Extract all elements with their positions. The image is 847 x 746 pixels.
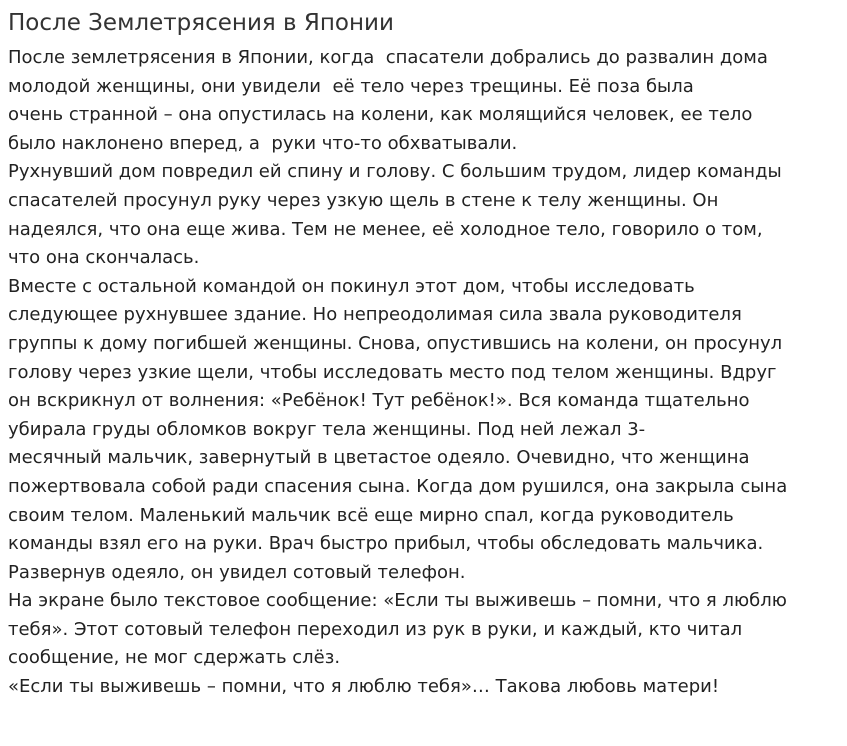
article-title: После Землетрясения в Японии [8, 10, 394, 36]
text-line: Развернув одеяло, он увидел сотовый телефон. [8, 561, 466, 583]
text-line: голову через узкие щели, чтобы исследовать место под телом женщины. Вдруг [8, 361, 777, 383]
text-line: группы к дому погибшей женщины. Снова, опустившись на колени, он просунул [8, 332, 783, 354]
text-line: было наклонено вперед, а руки что-то обхватывали. [8, 132, 518, 154]
text-line: убирала груды обломков вокруг тела женщины. Под ней лежал 3- [8, 418, 646, 440]
text-line: что она скончалась. [8, 247, 200, 269]
article-body [8, 44, 847, 702]
text-line: он вскрикнул от волнения: «Ребёнок! Тут ребёнок!». Вся команда тщательно [8, 390, 750, 412]
text-line: надеялся, что она еще жива. Тем не менее, её холодное тело, говорило о том, [8, 218, 763, 240]
text-line: команды взял его на руки. Врач быстро прибыл, чтобы обследовать мальчика. [8, 533, 764, 555]
text-line: своим телом. Маленький мальчик всё еще мирно спал, когда руководитель [8, 504, 734, 526]
text-line: месячный мальчик, завернутый в цветастое одеяло. Очевидно, что женщина [8, 447, 750, 469]
text-line: «Если ты выживешь – помни, что я люблю тебя»… Такова любовь матери! [8, 676, 720, 698]
text-line: спасателей просунул руку через узкую щель в стене к телу женщины. Он [8, 189, 719, 211]
text-line: молодой женщины, они увидели её тело через трещины. Её поза была [8, 75, 694, 97]
text-line: Рухнувший дом повредил ей спину и голову. С большим трудом, лидер команды [8, 161, 782, 183]
text-line: следующее рухнувшее здание. Но непреодолимая сила звала руководителя [8, 304, 742, 326]
text-line: Вместе с остальной командой он покинул этот дом, чтобы исследовать [8, 275, 695, 297]
text-line: очень странной – она опустилась на колени, как молящийся человек, ее тело [8, 104, 753, 126]
text-line: пожертвовала собой ради спасения сына. Когда дом рушился, она закрыла сына [8, 475, 788, 497]
text-line: сообщение, не мог сдержать слёз. [8, 647, 341, 669]
text-line: тебя». Этот сотовый телефон переходил из рук в руки, и каждый, кто читал [8, 618, 743, 640]
text-line: После землетрясения в Японии, когда спасатели добрались до развалин дома [8, 47, 768, 68]
text-line: На экране было текстовое сообщение: «Если ты выживешь – помни, что я люблю [8, 590, 787, 612]
